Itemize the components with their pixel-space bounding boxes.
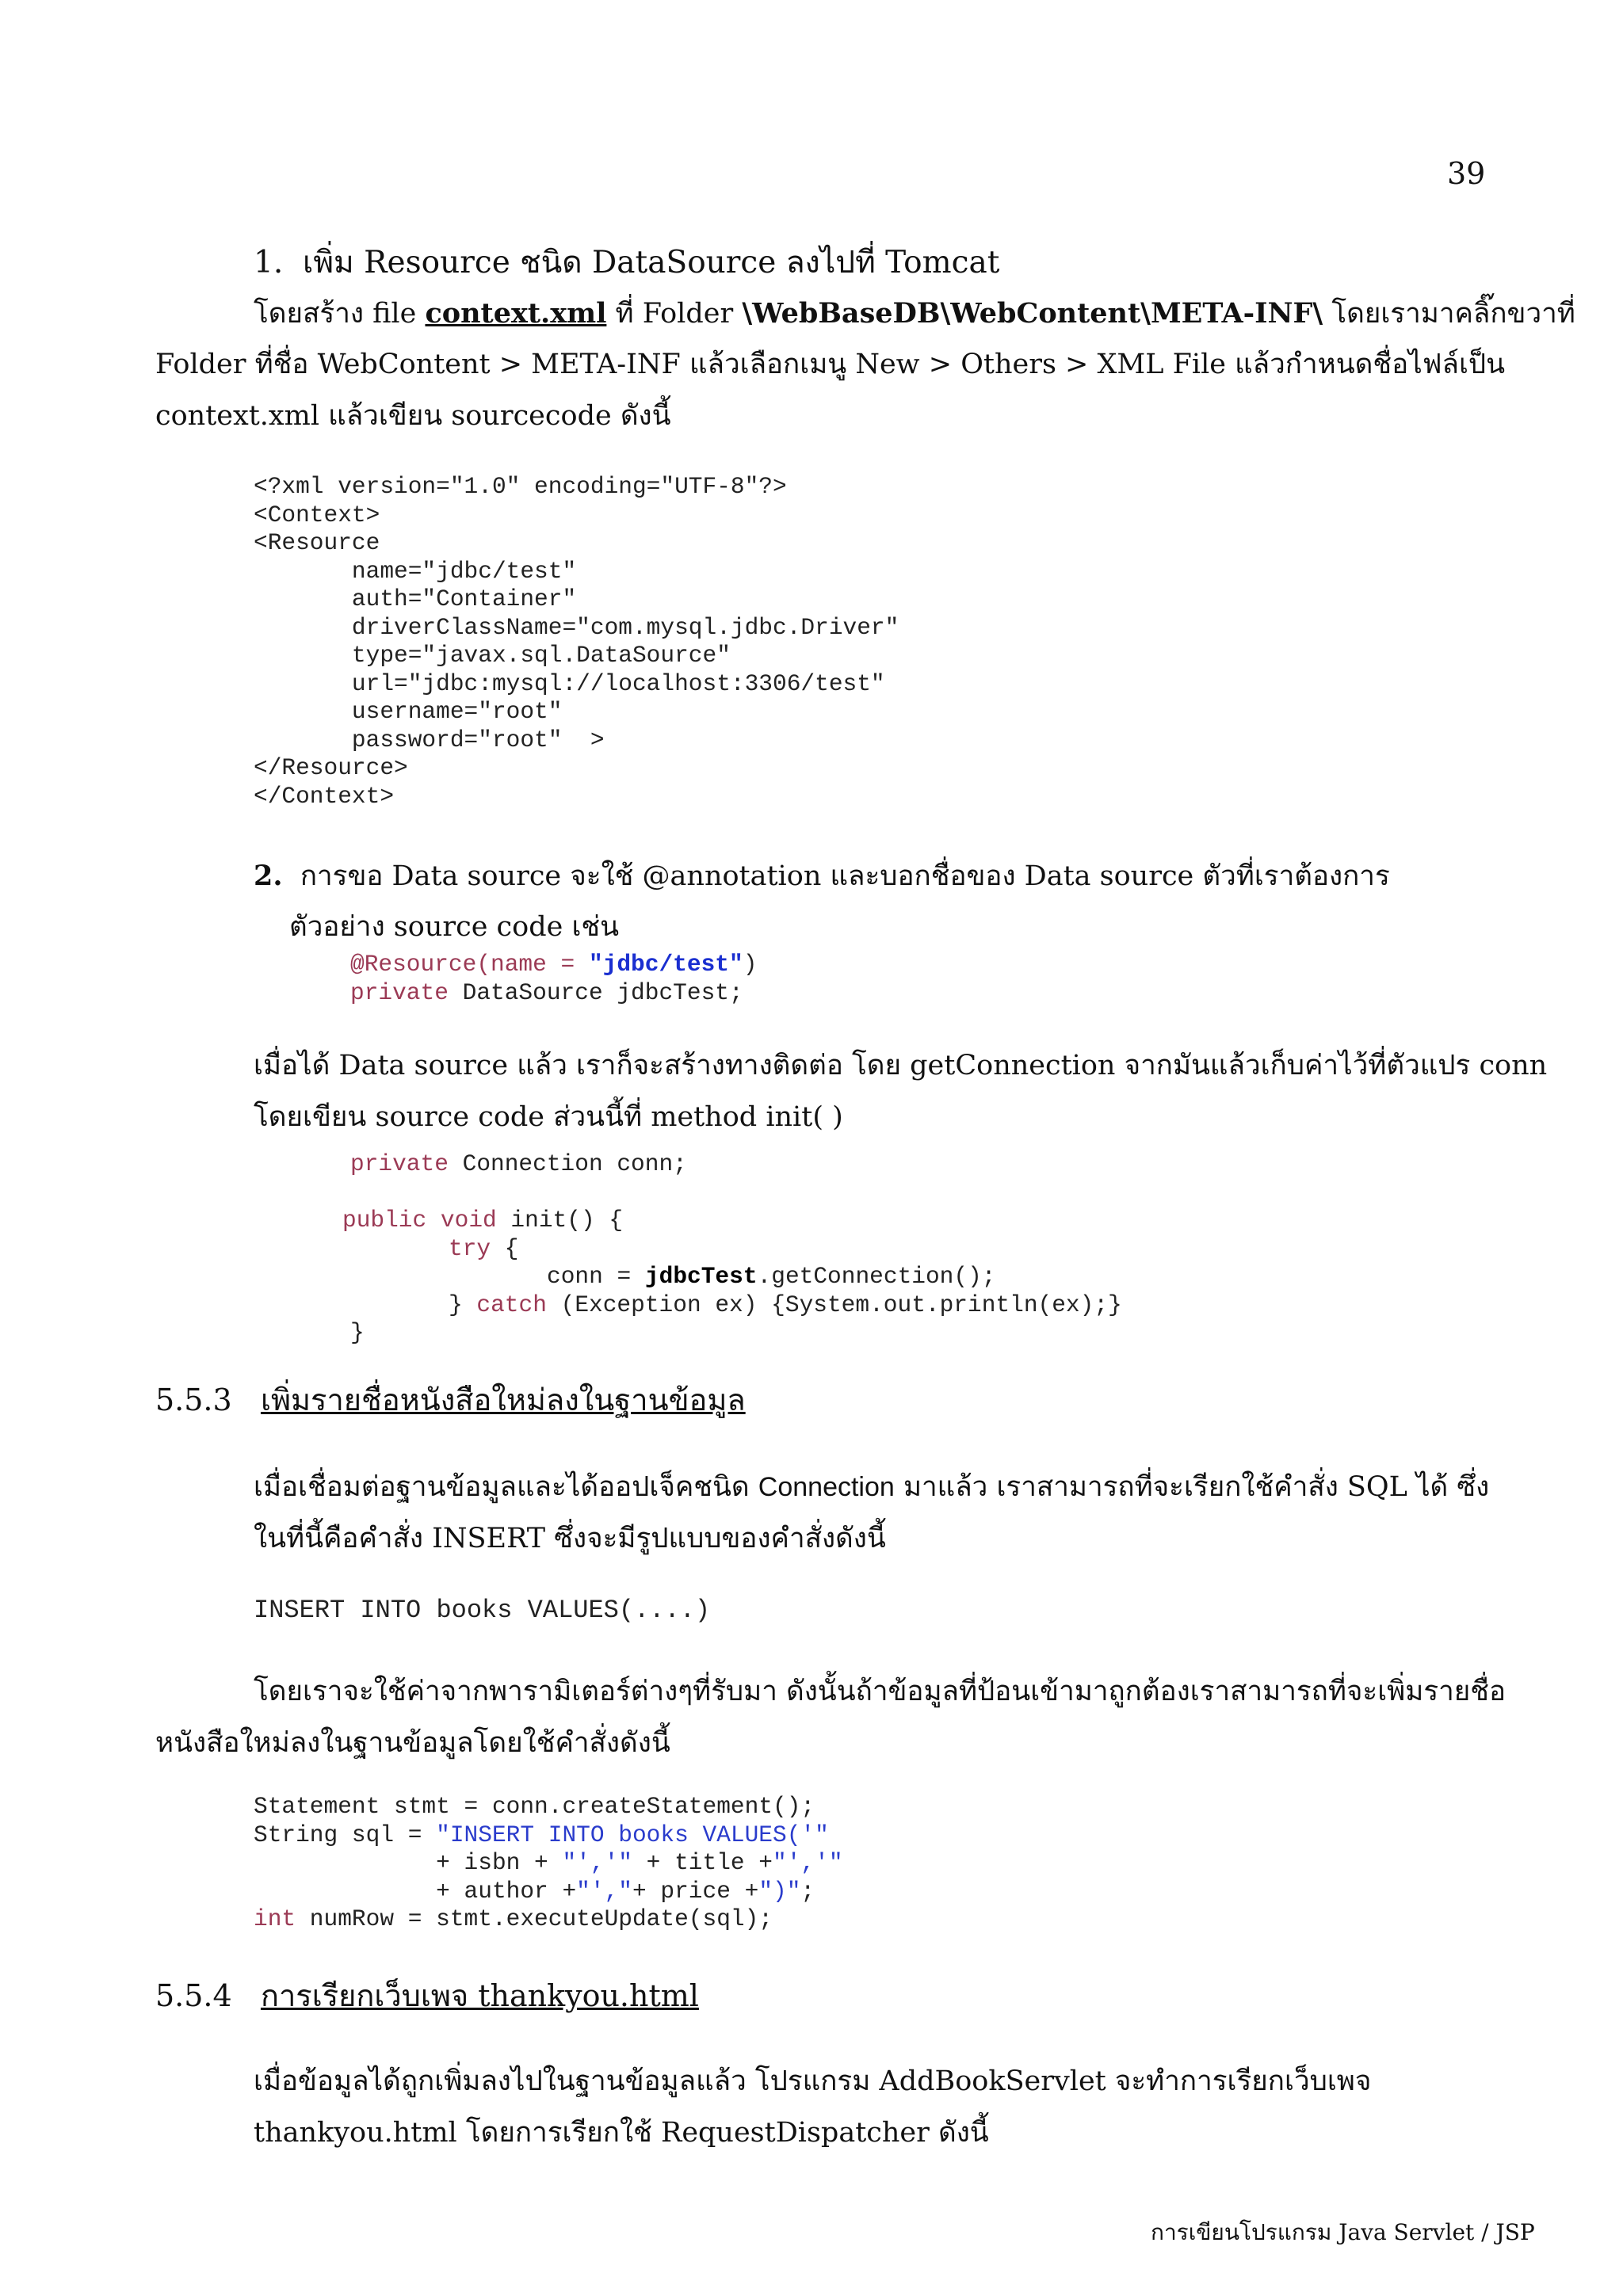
- init-code-line: private Connection conn;: [350, 1150, 687, 1177]
- sec554-para-line1: เมื่อข้อมูลได้ถูกเพิ่มลงไปในฐานข้อมูลแล้ว โปรแกรม AddBookServlet จะทำการเรียกเว็บเพจ: [254, 2065, 1372, 2097]
- sql-code-line: Statement stmt = conn.createStatement();: [254, 1793, 815, 1820]
- annotation-code-line: @Resource(name = "jdbc/test"): [350, 951, 758, 978]
- xml-code-line: name="jdbc/test": [254, 558, 577, 585]
- section-5-5-4-title: การเรียกเว็บเพจ thankyou.html: [260, 1978, 699, 2013]
- xml-code-line: auth="Container": [254, 585, 577, 612]
- xml-code-line: username="root": [254, 698, 563, 725]
- sec554-para-line2: thankyou.html โดยการเรียกใช้ RequestDispatcher ดังนี้: [254, 2117, 989, 2149]
- sql-code-line: + isbn + "','" + title +"','": [254, 1849, 843, 1876]
- init-code-line: try {: [449, 1235, 519, 1262]
- step1-heading: 1. เพิ่ม Resource ชนิด DataSource ลงไปที่ Tomcat: [254, 245, 1000, 280]
- page-number: 39: [1447, 156, 1486, 191]
- annotation-code-line: private DataSource jdbcTest;: [350, 979, 743, 1006]
- step1-para-line2: Folder ที่ชื่อ WebContent > META-INF แล้วเลือกเมนู New > Others > XML File แล้วกำหนดชื่อไฟล์เป็น: [155, 349, 1506, 380]
- sql-code-line: String sql = "INSERT INTO books VALUES('": [254, 1821, 829, 1848]
- xml-code-line: <?xml version="1.0" encoding="UTF-8"?>: [254, 473, 787, 500]
- init-code-line: public void init() {: [342, 1207, 624, 1234]
- step2-line2: ตัวอย่าง source code เช่น: [289, 911, 620, 943]
- section-5-5-4-heading: 5.5.4 การเรียกเว็บเพจ thankyou.html: [155, 1978, 699, 2013]
- xml-code-line: <Context>: [254, 502, 380, 528]
- sec553-para-line4: หนังสือใหม่ลงในฐานข้อมูลโดยใช้คำสั่งดังนี้: [155, 1727, 670, 1759]
- step1-para-line3: context.xml แล้วเขียน sourcecode ดังนี้: [155, 400, 671, 432]
- init-code-line: conn = jdbcTest.getConnection();: [547, 1263, 996, 1290]
- xml-code-line: driverClassName="com.mysql.jdbc.Driver": [254, 614, 899, 641]
- conn-para-line2: โดยเขียน source code ส่วนนี้ที่ method init( ): [254, 1101, 843, 1133]
- context-xml-filename: context.xml: [425, 297, 607, 330]
- sec553-para-line1: เมื่อเชื่อมต่อฐานข้อมูลและได้ออปเจ็คชนิด Connection มาแล้ว เราสามารถที่จะเรียกใช้คำสั่ง SQL ได้ ซึ่ง: [254, 1471, 1490, 1503]
- insert-code: INSERT INTO books VALUES(....): [254, 1596, 711, 1625]
- sql-code-line: int numRow = stmt.executeUpdate(sql);: [254, 1905, 773, 1932]
- sql-code-line: + author +"',"+ price +")";: [254, 1878, 815, 1905]
- xml-code-line: password="root" >: [254, 727, 605, 753]
- init-code-line: }: [350, 1319, 365, 1346]
- meta-inf-path: \WebBaseDB\WebContent\META-INF\: [742, 297, 1323, 330]
- xml-code-line: <Resource: [254, 529, 380, 556]
- step2-line1: 2. การขอ Data source จะใช้ @annotation และบอกชื่อของ Data source ตัวที่เราต้องการ: [254, 860, 1390, 892]
- init-code-line: } catch (Exception ex) {System.out.println(ex);}: [449, 1291, 1122, 1318]
- xml-code-line: type="javax.sql.DataSource": [254, 642, 731, 669]
- conn-para-line1: เมื่อได้ Data source แล้ว เราก็จะสร้างทางติดต่อ โดย getConnection จากมันแล้วเก็บค่าไว้ที่ตัวแปร conn: [254, 1050, 1548, 1081]
- section-5-5-3-title: เพิ่มรายชื่อหนังสือใหม่ลงในฐานข้อมูล: [260, 1383, 746, 1417]
- step1-para-line1: โดยสร้าง file context.xml ที่ Folder \WebBaseDB\WebContent\META-INF\ โดยเรามาคลิ๊กขวาที่: [254, 297, 1575, 330]
- sec553-para-line3: โดยเราจะใช้ค่าจากพารามิเตอร์ต่างๆที่รับมา ดังนั้นถ้าข้อมูลที่ป้อนเข้ามาถูกต้องเราสามารถที่จะเพิ่มรายชื่อ: [254, 1676, 1507, 1707]
- xml-code-line: url="jdbc:mysql://localhost:3306/test": [254, 670, 885, 697]
- xml-code-line: </Resource>: [254, 754, 408, 781]
- section-5-5-3-heading: 5.5.3 เพิ่มรายชื่อหนังสือใหม่ลงในฐานข้อมูล: [155, 1383, 746, 1417]
- page-footer: การเขียนโปรแกรม Java Servlet / JSP: [1151, 2219, 1535, 2245]
- xml-code-line: </Context>: [254, 783, 395, 810]
- sec553-para-line2: ในที่นี้คือคำสั่ง INSERT ซึ่งจะมีรูปแบบของคำสั่งดังนี้: [254, 1523, 886, 1554]
